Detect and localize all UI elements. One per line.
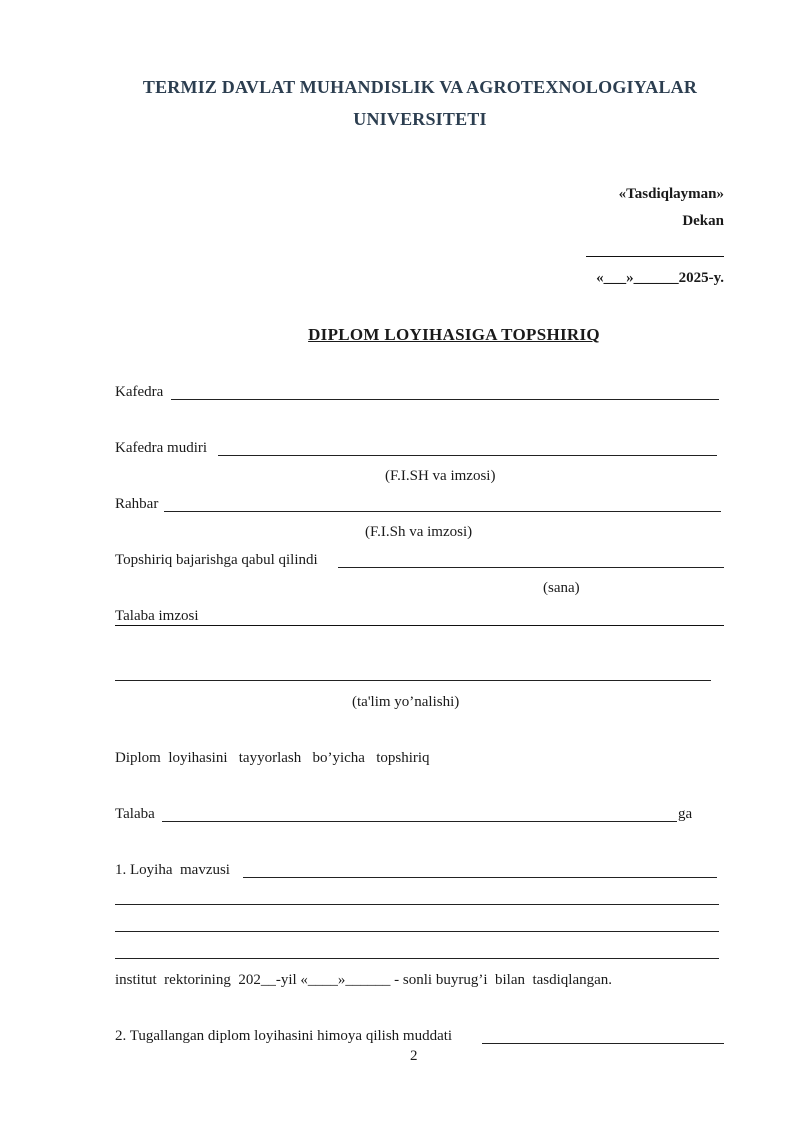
talim-yonalishi-line[interactable] xyxy=(115,680,711,681)
university-name-line2: UNIVERSITETI xyxy=(353,109,487,129)
sana-hint: (sana) xyxy=(543,580,580,596)
dean-signature-line xyxy=(586,256,724,257)
topshiriq-heading: Diplom loyihasini tayyorlash bo’yicha topshiriq xyxy=(115,750,430,766)
page-title: DIPLOM LOYIHASIGA TOPSHIRIQ xyxy=(308,325,600,344)
fish-imzo-hint-2: (F.I.Sh va imzosi) xyxy=(365,524,473,540)
kafedra-mudiri-line[interactable] xyxy=(218,455,717,456)
loyiha-mavzusi-label: 1. Loyiha mavzusi xyxy=(115,862,230,878)
loyiha-mavzusi-line-4[interactable] xyxy=(115,958,719,959)
kafedra-label: Kafedra xyxy=(115,384,164,400)
talaba-suffix: ga xyxy=(678,806,693,822)
approval-date: «___»______2025-y. xyxy=(596,270,724,286)
qabul-label: Topshiriq bajarishga qabul qilindi xyxy=(115,552,318,568)
loyiha-mavzusi-line-3[interactable] xyxy=(115,931,719,932)
approval-label: «Tasdiqlayman» xyxy=(618,186,724,202)
kafedra-line[interactable] xyxy=(171,399,719,400)
page-number: 2 xyxy=(410,1048,418,1064)
talim-yonalishi-hint: (ta'lim yo’nalishi) xyxy=(352,694,460,710)
rahbar-label: Rahbar xyxy=(115,496,159,512)
himoya-muddati-line[interactable] xyxy=(482,1043,724,1044)
dean-label: Dekan xyxy=(682,213,724,229)
qabul-line[interactable] xyxy=(338,567,724,568)
talaba-imzosi-label: Talaba imzosi xyxy=(115,608,199,624)
talaba-label: Talaba xyxy=(115,806,155,822)
loyiha-mavzusi-line-1[interactable] xyxy=(243,877,717,878)
talaba-imzosi-line[interactable] xyxy=(115,625,724,626)
university-name-line1: TERMIZ DAVLAT MUHANDISLIK VA AGROTEXNOLOGIYALAR xyxy=(142,77,698,97)
talaba-line[interactable] xyxy=(162,821,677,822)
kafedra-mudiri-label: Kafedra mudiri xyxy=(115,440,208,456)
himoya-muddati-label: 2. Tugallangan diplom loyihasini himoya qilish muddati xyxy=(115,1028,453,1044)
fish-imzo-hint-1: (F.I.SH va imzosi) xyxy=(385,468,496,484)
buyruq-text: institut rektorining 202__-yil «____»______ - sonli buyrug’i bilan tasdiqlangan. xyxy=(115,972,613,988)
rahbar-line[interactable] xyxy=(164,511,721,512)
loyiha-mavzusi-line-2[interactable] xyxy=(115,904,719,905)
